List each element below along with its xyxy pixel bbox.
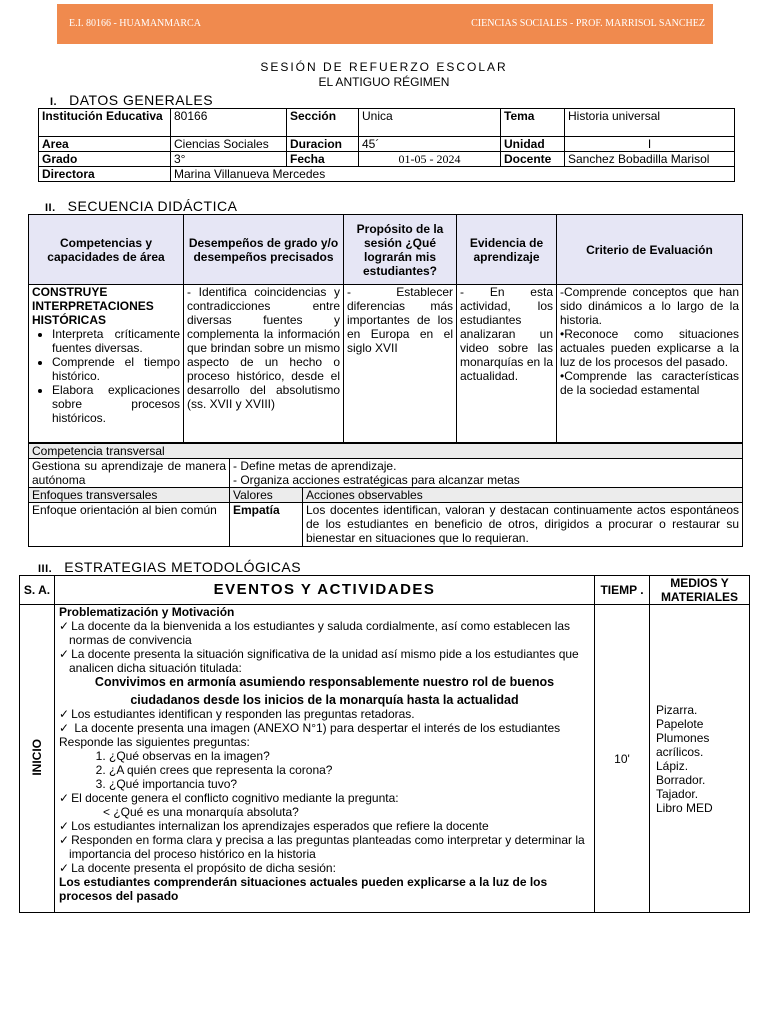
proposito-cell: - Establecer diferencias más importantes de los en Europa en el siglo XVII: [344, 285, 457, 443]
materiales-cell: [650, 605, 750, 913]
estrategias-table: [19, 575, 750, 913]
actividades-list-d: [59, 819, 590, 875]
gestiona-item: - Organiza acciones estratégicas para alcanzar metas: [233, 473, 520, 487]
transversal-table: [28, 443, 743, 547]
secuencia-table: [28, 214, 743, 443]
value-grado: 3°: [171, 152, 287, 167]
header-desempenos: Desempeños de grado y/o desempeños precisados: [184, 215, 344, 285]
situacion-line-1: Convivimos en armonía asumiendo responsablemente nuestro rol de buenos: [94, 675, 555, 689]
session-title: SESIÓN DE REFUERZO ESCOLAR: [260, 60, 508, 74]
actividad-item: ✓ Los estudiantes internalizan los aprendizajes esperados que refiere la docente: [59, 819, 590, 833]
competencias-cell: [29, 285, 184, 443]
section-label: ESTRATEGIAS METODOLÓGICAS: [64, 559, 302, 575]
competencia-title: CONSTRUYE INTERPRETACIONES HISTÓRICAS: [32, 285, 154, 327]
label-docente: Docente: [501, 152, 565, 167]
actividad-item: ✓ La docente presenta la situación significativa de la unidad así mismo pide a los estudiantes que analicen dicha situación titulada:: [59, 647, 590, 675]
header-course: CIENCIAS SOCIALES - PROF. MARRISOL SANCHEZ: [471, 18, 705, 29]
material-item: Libro MED: [656, 800, 713, 815]
header-sa: S. A.: [20, 576, 55, 605]
proposito-final: Los estudiantes comprenderán situaciones actuales pueden explicarse a la luz de los procesos del pasado: [59, 875, 548, 903]
label-duracion: Duracion: [287, 137, 359, 152]
capacidad-item: • Elabora explicaciones sobre procesos históricos.: [52, 383, 180, 425]
enfoques-label: Enfoques transversales: [29, 488, 230, 503]
actividad-item: ✓ La docente presenta una imagen (ANEXO N°1) para despertar el interés de los estudiantes: [59, 721, 590, 735]
actividad-item: ✓ El docente genera el conflicto cognitivo mediante la pregunta:: [59, 791, 590, 805]
header-eventos: EVENTOS Y ACTIVIDADES: [55, 576, 595, 605]
actividades-list-b: [59, 707, 590, 735]
label-directora: Directora: [39, 167, 171, 182]
actividades-list-c: [59, 791, 590, 805]
capacidad-item: • Interpreta críticamente fuentes diversas.: [52, 327, 180, 355]
actividad-item: ✓ Los estudiantes identifican y responden las preguntas retadoras.: [59, 707, 590, 721]
header-school: E.I. 80166 - HUAMANMARCA: [69, 18, 201, 29]
header-proposito: Propósito de la sesión ¿Qué lograrán mis estudiantes?: [344, 215, 457, 285]
criterio-item: •Reconoce como situaciones actuales pueden explicarse a la luz de los procesos del pasado.: [560, 327, 739, 369]
section-number: III.: [38, 563, 53, 575]
actividad-item: ✓ La docente da la bienvenida a los estudiantes y saluda cordialmente, así como establecen las normas de convivencia: [59, 619, 590, 647]
capacidades-list: [32, 327, 180, 425]
material-item: Lápiz.: [656, 758, 689, 773]
header-evidencia: Evidencia de aprendizaje: [457, 215, 557, 285]
label-fecha: Fecha: [287, 152, 359, 167]
capacidad-item: • Comprende el tiempo histórico.: [52, 355, 180, 383]
actividades-cell: [55, 605, 595, 913]
pregunta-item: 2. ¿A quién crees que representa la corona?: [109, 763, 590, 777]
header-competencias: Competencias y capacidades de área: [29, 215, 184, 285]
gestiona-cell: Gestiona su aprendizaje de manera autónoma: [29, 459, 230, 488]
label-institucion: Institución Educativa: [39, 109, 171, 137]
responde-label: Responde las siguientes preguntas:: [59, 735, 250, 749]
header-tiempo: TIEMP .: [595, 576, 650, 605]
actividades-subtitle: Problematización y Motivación: [59, 605, 235, 619]
value-duracion: 45´: [359, 137, 501, 152]
pregunta-item: 1. ¿Qué observas en la imagen?: [109, 749, 590, 763]
material-item: Tajador.: [656, 786, 699, 801]
situacion-line-2: ciudadanos desde los inicios de la monarquía hasta la actualidad: [130, 693, 519, 707]
label-grado: Grado: [39, 152, 171, 167]
section-heading-secuencia: [45, 198, 237, 214]
section-heading-datos: [50, 92, 213, 108]
label-unidad: Unidad: [501, 137, 565, 152]
section-heading-estrategias: [38, 559, 301, 575]
value-institucion: 80166: [171, 109, 287, 137]
criterio-item: -Comprende conceptos que han sido dinámicos a lo largo de la historia.: [560, 285, 739, 327]
valor-cell: Empatía: [230, 503, 303, 547]
gestiona-items: [230, 459, 743, 488]
value-seccion: Unica: [359, 109, 501, 137]
accion-cell: Los docentes identifican, valoran y destacan continuamente actos espontáneos de los estudiantes en beneficio de otros, dirigidos a procurar o restaurar su bienestar en situaciones que lo requieran.: [303, 503, 743, 547]
fase-label: INICIO: [30, 738, 44, 776]
material-item: Plumones acrílicos.: [656, 730, 710, 759]
material-item: Pizarra.: [656, 702, 698, 717]
acciones-label: Acciones observables: [303, 488, 743, 503]
label-area: Area: [39, 137, 171, 152]
conflicto-pregunta: < ¿Qué es una monarquía absoluta?: [103, 805, 299, 819]
section-label: DATOS GENERALES: [69, 92, 214, 108]
material-item: Papelote: [656, 716, 704, 731]
pregunta-item: 3. ¿Qué importancia tuvo?: [109, 777, 590, 791]
value-fecha: 01-05 - 2024: [359, 152, 501, 167]
fase-cell: [20, 605, 55, 913]
value-area: Ciencias Sociales: [171, 137, 287, 152]
header-medios: MEDIOS Y MATERIALES: [650, 576, 750, 605]
datos-generales-table: [38, 108, 735, 182]
enfoque-cell: Enfoque orientación al bien común: [29, 503, 230, 547]
section-label: SECUENCIA DIDÁCTICA: [67, 198, 238, 214]
actividades-list-a: [59, 619, 590, 675]
value-docente: Sanchez Bobadilla Marisol: [565, 152, 735, 167]
section-number: II.: [45, 202, 56, 214]
desempeno-cell: - Identifica coincidencias y contradicciones entre diversas fuentes y complementa la información que brindan sobre un mismo aspecto de un hecho o proceso histórico, desde el desarrollo del absolutismo (ss. XVII y XVIII): [184, 285, 344, 443]
transversal-label: Competencia transversal: [29, 444, 743, 459]
evidencia-cell: - En esta actividad, los estudiantes analizaran un video sobre las monarquías en la actualidad.: [457, 285, 557, 443]
material-item: Borrador.: [656, 772, 706, 787]
preguntas-list: [59, 749, 590, 791]
gestiona-item: - Define metas de aprendizaje.: [233, 459, 397, 473]
criterio-cell: [557, 285, 743, 443]
actividad-item: ✓ Responden en forma clara y precisa a las preguntas planteadas como interpretar y determinar la importancia del proceso histórico en la historia: [59, 833, 590, 861]
valores-label: Valores: [230, 488, 303, 503]
label-tema: Tema: [501, 109, 565, 137]
criterio-item: •Comprende las características de la sociedad estamental: [560, 369, 739, 397]
header-criterio: Criterio de Evaluación: [557, 215, 743, 285]
value-unidad: I: [565, 137, 735, 152]
tiempo-cell: 10': [595, 605, 650, 913]
page-header: [57, 4, 713, 44]
section-number: I.: [50, 96, 58, 108]
session-subtitle: EL ANTIGUO RÉGIMEN: [318, 75, 450, 89]
value-tema: Historia universal: [565, 109, 735, 137]
label-seccion: Sección: [287, 109, 359, 137]
value-directora: Marina Villanueva Mercedes: [171, 167, 735, 182]
actividad-item: ✓ La docente presenta el propósito de dicha sesión:: [59, 861, 590, 875]
